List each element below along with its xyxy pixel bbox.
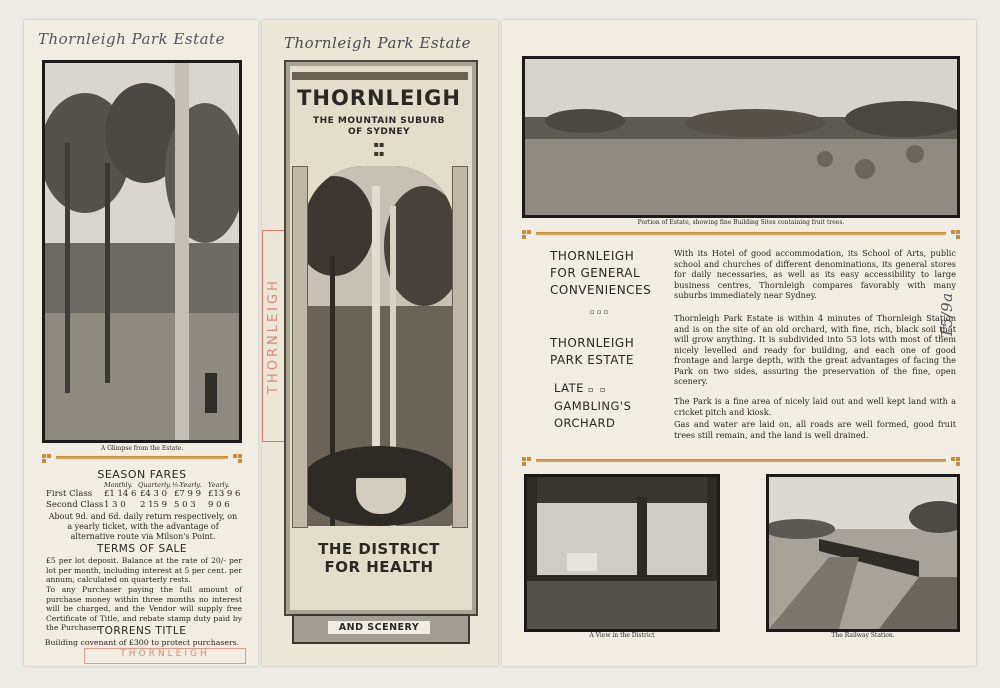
period-quarterly: Quarterly. [138, 481, 172, 489]
footer-label-box [292, 614, 470, 644]
paragraph-4: Gas and water are laid on, all roads are well formed, good fruit trees still remain, and the land is well drained. [674, 419, 956, 440]
center-panel [262, 20, 498, 666]
handwritten-note-center: Thornleigh Park Estate [284, 34, 471, 52]
photo-portion-of-estate [522, 56, 960, 218]
fare-class: First Class [46, 489, 93, 499]
ornament-divider-bottom [522, 457, 960, 463]
paragraph-1: With its Hotel of good accommodation, its School of Arts, public school and churches of different denominations, its general stores for daily necessaries, as well as its easy accessibility to large business centres, Thornleigh compares favorably with many suburbs immediately near Sydney. [674, 248, 956, 300]
handwritten-note-right: T5/9a [938, 292, 956, 338]
terms-body: £5 per lot deposit. Balance at the rate of 20/- per lot per month, including interest at 5 per cent. per annum, calculated on quarterly rests. [46, 556, 242, 585]
fares-row-first [46, 489, 246, 500]
heading-line: LATE ▫ ▫ [554, 381, 608, 395]
photo-view-in-district [524, 474, 720, 632]
fare-value: 1 3 0 [104, 500, 126, 510]
ornament-divider [42, 454, 242, 460]
heading-line: ORCHARD [554, 416, 616, 430]
fare-value: 2 15 9 [140, 500, 168, 510]
paragraph-2: Thornleigh Park Estate is within 4 minutes of Thornleigh Station and is on the site of an old orchard, with fine, rich, black soil that will grow anything. It is subdivided into 53 lots with most of them nicely levelled and ready for building, and each one of good frontage and large depth, with the great advantages of facing the Park on two sides, assuring the preservation of the fine, open scenery. [674, 313, 956, 386]
heading-line: FOR GENERAL [550, 266, 641, 280]
heading-gamblings-orchard [554, 380, 631, 432]
caption-glimpse: A Glimpse from the Estate. [100, 445, 184, 452]
fare-value: £13 9 6 [208, 489, 241, 499]
fare-value: 9 0 6 [208, 500, 230, 510]
heading-word-late: LATE [554, 381, 584, 395]
heading-general-conveniences [550, 248, 651, 299]
fare-value: £4 3 0 [140, 489, 168, 499]
fare-value: £7 9 9 [174, 489, 202, 499]
fare-value: £1 14 6 [104, 489, 137, 499]
caption-view-in-district: A View in the District [589, 632, 655, 639]
heading-park-estate [550, 335, 634, 369]
period-monthly: Monthly. [104, 481, 133, 489]
heading-line: THORNLEIGH [550, 249, 635, 263]
caption-portion-of-estate: Portion of Estate, showing fine Building Sites containing fruit trees. [637, 219, 845, 226]
fares-row-second [46, 500, 246, 511]
fare-class: Second Class [46, 500, 104, 510]
ornament-divider-top [522, 230, 960, 236]
cover-motto-1: THE DISTRICT [318, 540, 440, 558]
footer-label: AND SCENERY [328, 621, 430, 634]
cover-subtitle-2: OF SYDNEY [347, 127, 411, 137]
caption-railway-station: The Railway Station. [831, 632, 895, 639]
period-yearly: Yearly. [208, 481, 230, 489]
handwritten-note-left: Thornleigh Park Estate [38, 30, 225, 48]
right-panel [502, 20, 976, 666]
terms-title: TERMS OF SALE [96, 543, 188, 555]
photo-railway-station [766, 474, 960, 632]
left-panel [24, 20, 258, 666]
cover-title: THORNLEIGH [297, 86, 461, 110]
cover-arch-photo [304, 166, 454, 526]
paragraph-3: The Park is a fine area of nicely laid out and well kept land with a cricket pitch and kiosk. [674, 396, 956, 417]
cover-frame [284, 60, 478, 616]
torrens-body: Building covenant of £300 to protect purchasers. [44, 638, 240, 647]
season-fares-title: SEASON FARES [97, 468, 187, 481]
vertical-stamp: THORNLEIGH [262, 230, 288, 442]
photo-glimpse-from-estate [42, 60, 242, 443]
torrens-title: TORRENS TITLE [97, 625, 187, 637]
heading-line: THORNLEIGH [550, 336, 635, 350]
ornament-squares: ▫▫▫ [590, 308, 611, 316]
heading-line: CONVENIENCES [550, 283, 652, 297]
right-column [452, 166, 468, 528]
terms-body-2: To any Purchaser paying the full amount of purchase money within three months no interest will be charged, and the Vendor will supply free Certificate of Title, and rebate stamp duty paid by the Purchaser. [46, 585, 242, 633]
heading-line: GAMBLING'S [554, 399, 632, 413]
cover-subtitle-1: THE MOUNTAIN SUBURB [312, 116, 446, 126]
bottom-stamp: THORNLEIGH [84, 648, 246, 664]
left-column [292, 166, 308, 528]
period-half-yearly: ½-Yearly. [172, 481, 202, 489]
fares-note: About 9d. and 6d. daily return respectively, on a yearly ticket, with the advantage of alternative route via Milson's Point. [48, 512, 238, 541]
fare-value: 5 0 3 [174, 500, 196, 510]
heading-line: PARK ESTATE [550, 353, 634, 367]
cover-dots-ornament: ▪▪ ▪▪ [373, 140, 385, 158]
cover-motto-2: FOR HEALTH [324, 558, 434, 576]
